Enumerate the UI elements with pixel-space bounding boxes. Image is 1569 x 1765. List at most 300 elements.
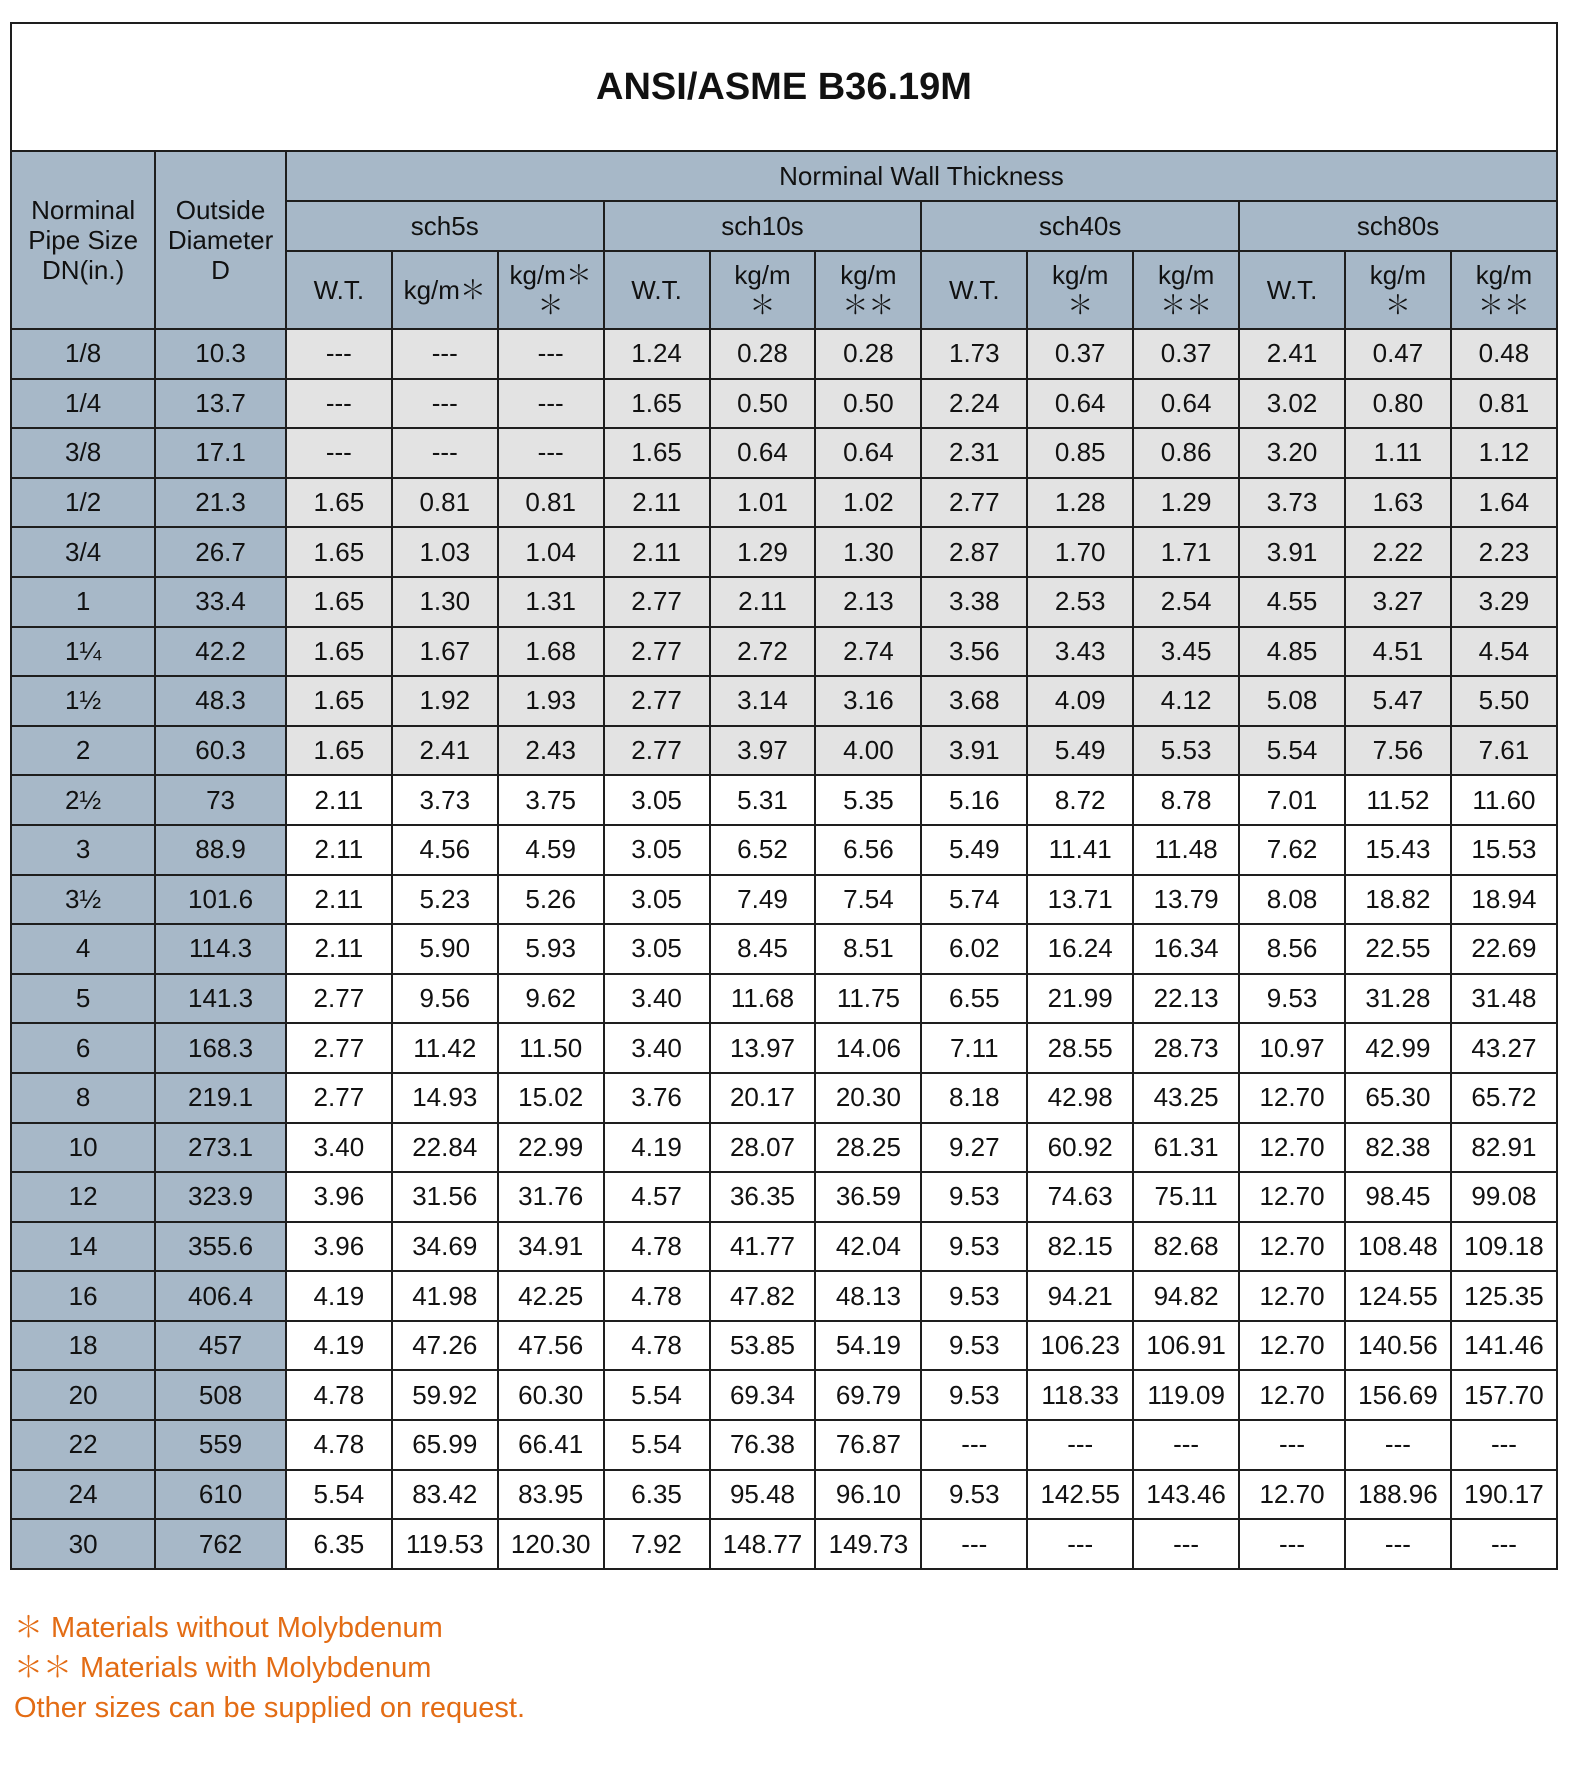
cell-value: 1.64 — [1451, 478, 1557, 528]
cell-value: 3.16 — [815, 676, 921, 726]
cell-value: 12.70 — [1239, 1073, 1345, 1123]
cell-value: 2.77 — [286, 1023, 392, 1073]
cell-value: 106.23 — [1027, 1321, 1133, 1371]
cell-value: 1.04 — [498, 527, 604, 577]
cell-value: 6.35 — [286, 1519, 392, 1569]
cell-value: 3.05 — [604, 775, 710, 825]
cell-value: 83.42 — [392, 1470, 498, 1520]
cell-value: 5.90 — [392, 924, 498, 974]
cell-value: 13.71 — [1027, 875, 1133, 925]
cell-value: 3.96 — [286, 1222, 392, 1272]
cell-value: 65.72 — [1451, 1073, 1557, 1123]
cell-value: 59.92 — [392, 1370, 498, 1420]
cell-value: 22.13 — [1133, 974, 1239, 1024]
cell-value: 0.47 — [1345, 329, 1451, 379]
cell-value: 4.55 — [1239, 577, 1345, 627]
cell-value: --- — [1345, 1519, 1451, 1569]
cell-value: 8.45 — [710, 924, 816, 974]
cell-value: 3.38 — [921, 577, 1027, 627]
cell-pipe-size: 1/4 — [11, 379, 155, 429]
cell-value: 4.12 — [1133, 676, 1239, 726]
cell-value: 3.91 — [921, 726, 1027, 776]
cell-value: 31.76 — [498, 1172, 604, 1222]
cell-value: 9.53 — [921, 1470, 1027, 1520]
cell-value: 1.65 — [286, 627, 392, 677]
cell-pipe-size: 6 — [11, 1023, 155, 1073]
cell-outside-diameter: 114.3 — [155, 924, 286, 974]
cell-value: 3.76 — [604, 1073, 710, 1123]
cell-value: 1.70 — [1027, 527, 1133, 577]
cell-value: 76.87 — [815, 1420, 921, 1470]
cell-value: 5.49 — [921, 825, 1027, 875]
cell-pipe-size: 14 — [11, 1222, 155, 1272]
cell-value: 125.35 — [1451, 1271, 1557, 1321]
cell-pipe-size: 20 — [11, 1370, 155, 1420]
cell-value: 42.99 — [1345, 1023, 1451, 1073]
sub-header-sch40s-kgm-a: kg/m ＊ — [1027, 251, 1133, 329]
cell-value: 43.25 — [1133, 1073, 1239, 1123]
cell-value: 22.84 — [392, 1123, 498, 1173]
cell-value: 1.63 — [1345, 478, 1451, 528]
cell-value: 2.77 — [604, 627, 710, 677]
table-row — [11, 577, 1557, 627]
cell-value: 119.53 — [392, 1519, 498, 1569]
cell-value: 11.41 — [1027, 825, 1133, 875]
cell-value: 1.65 — [286, 577, 392, 627]
cell-value: 0.64 — [1027, 379, 1133, 429]
cell-outside-diameter: 88.9 — [155, 825, 286, 875]
cell-value: 1.11 — [1345, 428, 1451, 478]
cell-value: 2.72 — [710, 627, 816, 677]
cell-value: 1.29 — [1133, 478, 1239, 528]
cell-value: 15.43 — [1345, 825, 1451, 875]
cell-value: 8.51 — [815, 924, 921, 974]
cell-value: 5.08 — [1239, 676, 1345, 726]
cell-pipe-size: 12 — [11, 1172, 155, 1222]
table-row — [11, 1023, 1557, 1073]
cell-value: 15.53 — [1451, 825, 1557, 875]
cell-value: 66.41 — [498, 1420, 604, 1470]
cell-value: 7.92 — [604, 1519, 710, 1569]
cell-value: 0.81 — [1451, 379, 1557, 429]
cell-value: 4.57 — [604, 1172, 710, 1222]
cell-value: 119.09 — [1133, 1370, 1239, 1420]
cell-value: 28.25 — [815, 1123, 921, 1173]
cell-value: 3.68 — [921, 676, 1027, 726]
sub-header-sch10s-kgm-b: kg/m ＊＊ — [815, 251, 921, 329]
cell-value: 5.49 — [1027, 726, 1133, 776]
cell-value: 9.56 — [392, 974, 498, 1024]
cell-value: 11.68 — [710, 974, 816, 1024]
cell-pipe-size: 18 — [11, 1321, 155, 1371]
table-row — [11, 1519, 1557, 1569]
cell-value: 1.12 — [1451, 428, 1557, 478]
cell-value: 16.24 — [1027, 924, 1133, 974]
cell-value: 9.62 — [498, 974, 604, 1024]
cell-value: 21.99 — [1027, 974, 1133, 1024]
table-row — [11, 1271, 1557, 1321]
cell-value: 3.14 — [710, 676, 816, 726]
footnotes — [14, 1608, 525, 1728]
cell-value: 9.53 — [921, 1222, 1027, 1272]
cell-value: 2.77 — [921, 478, 1027, 528]
cell-value: 1.65 — [286, 527, 392, 577]
cell-value: 190.17 — [1451, 1470, 1557, 1520]
cell-value: 34.69 — [392, 1222, 498, 1272]
cell-value: 43.27 — [1451, 1023, 1557, 1073]
cell-value: 8.72 — [1027, 775, 1133, 825]
cell-value: 2.11 — [604, 478, 710, 528]
cell-value: 47.26 — [392, 1321, 498, 1371]
cell-value: 2.74 — [815, 627, 921, 677]
cell-value: 54.19 — [815, 1321, 921, 1371]
cell-outside-diameter: 508 — [155, 1370, 286, 1420]
cell-value: 5.23 — [392, 875, 498, 925]
cell-value: --- — [921, 1420, 1027, 1470]
cell-value: 1.92 — [392, 676, 498, 726]
cell-value: 1.65 — [604, 379, 710, 429]
table-row — [11, 974, 1557, 1024]
table-row — [11, 1123, 1557, 1173]
cell-value: 1.29 — [710, 527, 816, 577]
table-row — [11, 1470, 1557, 1520]
cell-value: 2.31 — [921, 428, 1027, 478]
cell-pipe-size: 3 — [11, 825, 155, 875]
cell-value: 2.77 — [604, 577, 710, 627]
cell-value: 7.54 — [815, 875, 921, 925]
cell-value: --- — [1027, 1420, 1133, 1470]
cell-outside-diameter: 219.1 — [155, 1073, 286, 1123]
cell-value: 3.40 — [604, 974, 710, 1024]
cell-value: 148.77 — [710, 1519, 816, 1569]
cell-value: 69.79 — [815, 1370, 921, 1420]
cell-value: 6.52 — [710, 825, 816, 875]
table-row — [11, 924, 1557, 974]
cell-value: 4.78 — [286, 1420, 392, 1470]
table-row — [11, 527, 1557, 577]
cell-value: --- — [1239, 1519, 1345, 1569]
cell-value: 16.34 — [1133, 924, 1239, 974]
cell-value: 4.78 — [286, 1370, 392, 1420]
cell-value: 1.31 — [498, 577, 604, 627]
cell-value: 9.53 — [921, 1172, 1027, 1222]
cell-value: 8.78 — [1133, 775, 1239, 825]
cell-value: 6.35 — [604, 1470, 710, 1520]
cell-value: 0.28 — [710, 329, 816, 379]
cell-value: 7.49 — [710, 875, 816, 925]
cell-value: 11.42 — [392, 1023, 498, 1073]
pipe-spec-table — [10, 22, 1558, 1570]
table-row — [11, 825, 1557, 875]
cell-value: 5.54 — [1239, 726, 1345, 776]
cell-outside-diameter: 406.4 — [155, 1271, 286, 1321]
cell-value: 20.17 — [710, 1073, 816, 1123]
cell-value: 157.70 — [1451, 1370, 1557, 1420]
table-row — [11, 478, 1557, 528]
cell-value: --- — [1133, 1519, 1239, 1569]
cell-value: 9.53 — [1239, 974, 1345, 1024]
cell-value: 7.01 — [1239, 775, 1345, 825]
cell-value: 0.37 — [1027, 329, 1133, 379]
cell-value: 0.28 — [815, 329, 921, 379]
cell-value: 28.73 — [1133, 1023, 1239, 1073]
cell-value: --- — [1239, 1420, 1345, 1470]
cell-value: 74.63 — [1027, 1172, 1133, 1222]
spec-table-frame — [10, 22, 1558, 1570]
cell-value: --- — [1027, 1519, 1133, 1569]
cell-outside-diameter: 610 — [155, 1470, 286, 1520]
cell-value: 0.64 — [1133, 379, 1239, 429]
cell-value: 8.18 — [921, 1073, 1027, 1123]
cell-value: 1.67 — [392, 627, 498, 677]
sub-header-sch40s-kgm-b: kg/m ＊＊ — [1133, 251, 1239, 329]
cell-value: 4.78 — [604, 1271, 710, 1321]
cell-value: --- — [286, 428, 392, 478]
sub-header-sch10s-wt: W.T. — [604, 251, 710, 329]
cell-value: 5.16 — [921, 775, 1027, 825]
cell-value: 96.10 — [815, 1470, 921, 1520]
cell-value: 5.53 — [1133, 726, 1239, 776]
cell-value: 4.78 — [604, 1222, 710, 1272]
cell-value: --- — [392, 428, 498, 478]
cell-value: 11.60 — [1451, 775, 1557, 825]
header-pipe-size: Norminal Pipe Size DN(in.) — [11, 151, 155, 329]
cell-value: 4.54 — [1451, 627, 1557, 677]
cell-value: --- — [498, 428, 604, 478]
cell-pipe-size: 22 — [11, 1420, 155, 1470]
cell-outside-diameter: 323.9 — [155, 1172, 286, 1222]
cell-value: 61.31 — [1133, 1123, 1239, 1173]
cell-value: 99.08 — [1451, 1172, 1557, 1222]
table-row — [11, 1420, 1557, 1470]
cell-value: 3.43 — [1027, 627, 1133, 677]
cell-value: 3.45 — [1133, 627, 1239, 677]
cell-value: 94.21 — [1027, 1271, 1133, 1321]
cell-value: 2.77 — [604, 726, 710, 776]
cell-value: 83.95 — [498, 1470, 604, 1520]
cell-value: 2.24 — [921, 379, 1027, 429]
cell-outside-diameter: 457 — [155, 1321, 286, 1371]
cell-value: 14.93 — [392, 1073, 498, 1123]
cell-value: 3.05 — [604, 875, 710, 925]
cell-value: 2.23 — [1451, 527, 1557, 577]
note-without-molybdenum: ＊ Materials without Molybdenum — [14, 1612, 443, 1644]
cell-value: 1.73 — [921, 329, 1027, 379]
cell-value: 1.01 — [710, 478, 816, 528]
cell-outside-diameter: 42.2 — [155, 627, 286, 677]
cell-value: 48.13 — [815, 1271, 921, 1321]
table-row — [11, 428, 1557, 478]
cell-outside-diameter: 60.3 — [155, 726, 286, 776]
cell-value: 4.56 — [392, 825, 498, 875]
cell-value: --- — [1345, 1420, 1451, 1470]
cell-pipe-size: 1¼ — [11, 627, 155, 677]
cell-value: 0.86 — [1133, 428, 1239, 478]
cell-pipe-size: 1 — [11, 577, 155, 627]
table-row — [11, 676, 1557, 726]
sub-header-sch5s-kgm-a: kg/m＊ — [392, 251, 498, 329]
cell-value: 0.64 — [710, 428, 816, 478]
cell-value: 3.73 — [392, 775, 498, 825]
cell-pipe-size: 1½ — [11, 676, 155, 726]
cell-value: 12.70 — [1239, 1370, 1345, 1420]
cell-value: 11.52 — [1345, 775, 1451, 825]
cell-value: 149.73 — [815, 1519, 921, 1569]
cell-value: 10.97 — [1239, 1023, 1345, 1073]
cell-outside-diameter: 273.1 — [155, 1123, 286, 1173]
cell-value: 1.02 — [815, 478, 921, 528]
cell-value: 95.48 — [710, 1470, 816, 1520]
cell-value: 3.02 — [1239, 379, 1345, 429]
cell-pipe-size: 3/8 — [11, 428, 155, 478]
cell-value: 11.50 — [498, 1023, 604, 1073]
cell-value: 1.03 — [392, 527, 498, 577]
cell-value: 2.77 — [286, 1073, 392, 1123]
cell-value: 0.37 — [1133, 329, 1239, 379]
cell-value: 3.27 — [1345, 577, 1451, 627]
header-outside-diameter: Outside Diameter D — [155, 151, 286, 329]
cell-value: 8.56 — [1239, 924, 1345, 974]
cell-value: 69.34 — [710, 1370, 816, 1420]
cell-value: 1.65 — [286, 478, 392, 528]
cell-value: 12.70 — [1239, 1321, 1345, 1371]
cell-value: 41.98 — [392, 1271, 498, 1321]
table-row — [11, 379, 1557, 429]
cell-value: 9.53 — [921, 1271, 1027, 1321]
cell-value: 3.73 — [1239, 478, 1345, 528]
cell-pipe-size: 1/8 — [11, 329, 155, 379]
cell-pipe-size: 2 — [11, 726, 155, 776]
cell-value: 47.82 — [710, 1271, 816, 1321]
cell-value: 22.99 — [498, 1123, 604, 1173]
cell-value: 3.05 — [604, 825, 710, 875]
cell-value: 7.11 — [921, 1023, 1027, 1073]
note-other-sizes: Other sizes can be supplied on request. — [14, 1692, 526, 1724]
sub-header-sch40s-wt: W.T. — [921, 251, 1027, 329]
cell-value: 28.55 — [1027, 1023, 1133, 1073]
cell-pipe-size: 10 — [11, 1123, 155, 1173]
table-row — [11, 726, 1557, 776]
table-body — [11, 329, 1557, 1569]
table-row — [11, 1172, 1557, 1222]
cell-value: 7.61 — [1451, 726, 1557, 776]
header-sch5s: sch5s — [286, 201, 604, 251]
cell-value: 0.48 — [1451, 329, 1557, 379]
cell-value: 2.11 — [604, 527, 710, 577]
cell-value: 5.54 — [286, 1470, 392, 1520]
cell-value: --- — [286, 379, 392, 429]
cell-value: 12.70 — [1239, 1222, 1345, 1272]
cell-outside-diameter: 17.1 — [155, 428, 286, 478]
cell-value: 53.85 — [710, 1321, 816, 1371]
cell-value: 65.99 — [392, 1420, 498, 1470]
cell-value: --- — [286, 329, 392, 379]
cell-value: 47.56 — [498, 1321, 604, 1371]
cell-pipe-size: 2½ — [11, 775, 155, 825]
cell-value: 60.92 — [1027, 1123, 1133, 1173]
cell-value: 42.04 — [815, 1222, 921, 1272]
cell-value: 0.50 — [815, 379, 921, 429]
cell-value: 76.38 — [710, 1420, 816, 1470]
cell-value: 1.65 — [604, 428, 710, 478]
sub-header-sch80s-kgm-b: kg/m ＊＊ — [1451, 251, 1557, 329]
cell-value: 82.15 — [1027, 1222, 1133, 1272]
cell-pipe-size: 3/4 — [11, 527, 155, 577]
cell-pipe-size: 4 — [11, 924, 155, 974]
cell-value: 2.53 — [1027, 577, 1133, 627]
cell-value: 4.00 — [815, 726, 921, 776]
cell-value: 2.11 — [286, 924, 392, 974]
cell-value: 1.30 — [815, 527, 921, 577]
cell-value: 4.59 — [498, 825, 604, 875]
cell-value: 1.93 — [498, 676, 604, 726]
cell-value: 41.77 — [710, 1222, 816, 1272]
cell-value: 1.65 — [286, 726, 392, 776]
cell-value: 22.69 — [1451, 924, 1557, 974]
cell-value: 2.41 — [392, 726, 498, 776]
cell-value: 1.68 — [498, 627, 604, 677]
cell-value: 2.54 — [1133, 577, 1239, 627]
cell-value: 60.30 — [498, 1370, 604, 1420]
cell-value: 18.82 — [1345, 875, 1451, 925]
sub-header-sch5s-kgm-b: kg/m＊ ＊ — [498, 251, 604, 329]
cell-value: 5.93 — [498, 924, 604, 974]
cell-value: 36.59 — [815, 1172, 921, 1222]
cell-outside-diameter: 13.7 — [155, 379, 286, 429]
cell-value: 1.65 — [286, 676, 392, 726]
cell-value: 3.91 — [1239, 527, 1345, 577]
cell-value: 3.20 — [1239, 428, 1345, 478]
cell-value: 42.98 — [1027, 1073, 1133, 1123]
cell-value: 31.28 — [1345, 974, 1451, 1024]
cell-value: --- — [392, 329, 498, 379]
sub-header-sch5s-wt: W.T. — [286, 251, 392, 329]
cell-outside-diameter: 33.4 — [155, 577, 286, 627]
note-with-molybdenum: ＊＊ Materials with Molybdenum — [14, 1652, 432, 1684]
sub-header-sch80s-kgm-a: kg/m ＊ — [1345, 251, 1451, 329]
cell-value: 141.46 — [1451, 1321, 1557, 1371]
table-row — [11, 775, 1557, 825]
table-row — [11, 1073, 1557, 1123]
cell-pipe-size: 5 — [11, 974, 155, 1024]
cell-value: 9.53 — [921, 1370, 1027, 1420]
cell-value: 9.53 — [921, 1321, 1027, 1371]
cell-value: 11.75 — [815, 974, 921, 1024]
table-row — [11, 875, 1557, 925]
cell-value: 5.54 — [604, 1370, 710, 1420]
cell-value: 108.48 — [1345, 1222, 1451, 1272]
cell-value: 143.46 — [1133, 1470, 1239, 1520]
cell-value: 140.56 — [1345, 1321, 1451, 1371]
cell-value: 188.96 — [1345, 1470, 1451, 1520]
cell-value: 2.11 — [710, 577, 816, 627]
cell-value: 5.31 — [710, 775, 816, 825]
cell-outside-diameter: 21.3 — [155, 478, 286, 528]
cell-outside-diameter: 26.7 — [155, 527, 286, 577]
cell-value: 5.26 — [498, 875, 604, 925]
cell-value: 12.70 — [1239, 1123, 1345, 1173]
cell-value: 120.30 — [498, 1519, 604, 1569]
cell-value: 3.96 — [286, 1172, 392, 1222]
cell-value: 4.85 — [1239, 627, 1345, 677]
cell-value: 2.77 — [604, 676, 710, 726]
cell-value: 1.28 — [1027, 478, 1133, 528]
cell-value: 7.56 — [1345, 726, 1451, 776]
cell-value: 75.11 — [1133, 1172, 1239, 1222]
cell-value: 106.91 — [1133, 1321, 1239, 1371]
cell-value: 9.27 — [921, 1123, 1027, 1173]
cell-value: --- — [921, 1519, 1027, 1569]
